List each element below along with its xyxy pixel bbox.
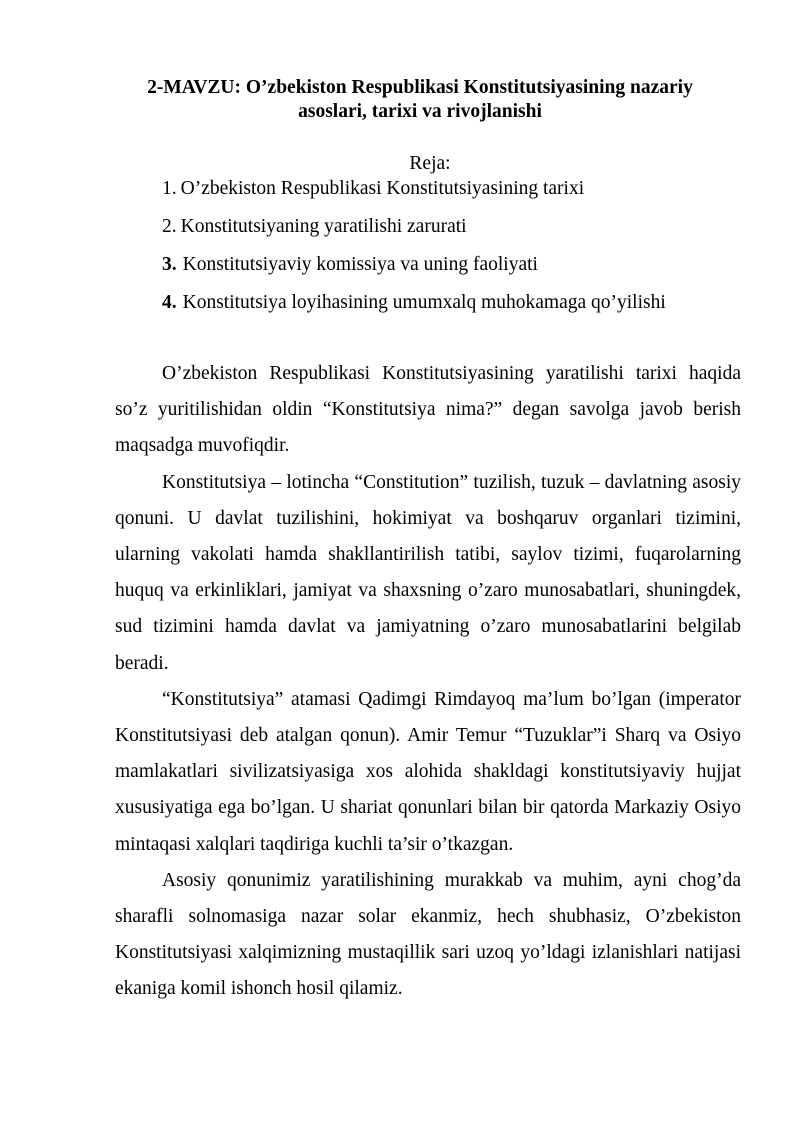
plan-heading: Reja: — [409, 153, 451, 174]
document-body — [115, 356, 741, 1008]
title-line-2: asoslari, tarixi va rivojlanishi — [298, 101, 542, 122]
plan-item-text: Konstitutsiyaning yaratilishi zarurati — [180, 216, 467, 237]
plan-item-text: Konstitutsiyaviy komissiya va uning faoliyati — [182, 254, 538, 275]
plan-item — [162, 172, 666, 210]
paragraph: Konstitutsiya – lotincha “Constitution” tuzilish, tuzuk – davlatning asosiy qonuni. U davlat tuzilishini, hokimiyat va boshqaruv organlari tizimini, ularning vakolati hamda shakllantirilish tatibi, saylov tizimi, fuqarolarning huquq va erkinliklari, jamiyat va shaxsning o’zaro munosabatlari, shuningdek, sud tizimini hamda davlat va jamiyatning o’zaro munosabatlarini belgilab beradi. — [115, 471, 741, 674]
title-line-1: 2-MAVZU: O’zbekiston Respublikasi Konstitutsiyasining nazariy — [147, 77, 693, 98]
paragraph: Asosiy qonunimiz yaratilishining murakkab va muhim, ayni chog’da sharafli solnomasiga nazar solar ekanmiz, hech shubhasiz, O’zbekiston Konstitutsiyasi xalqimizning mustaqillik sari uzoq yo’ldagi izlanishlari natijasi ekaniga komil ishonch hosil qilamiz. — [115, 869, 741, 1000]
document-title — [100, 76, 740, 124]
paragraph: O’zbekiston Respublikasi Konstitutsiyasining yaratilishi tarixi haqida so’z yuritilishidan oldin “Konstitutsiya nima?” degan savolga javob berish maqsadga muvofiqdir. — [115, 363, 741, 457]
plan-item — [162, 286, 666, 324]
plan-item-number: 2. — [162, 216, 177, 237]
plan-item-text: Konstitutsiya loyihasining umumxalq muhokamaga qo’yilishi — [182, 292, 666, 313]
plan-item — [162, 248, 666, 286]
paragraph: “Konstitutsiya” atamasi Qadimgi Rimdayoq ma’lum bo’lgan (imperator Konstitutsiyasi deb atalgan qonun). Amir Temur “Tuzuklar”i Sharq va Osiyo mamlakatlari sivilizatsiyasiga xos alohida shakldagi konstitutsiyaviy hujjat xususiyatiga ega bo’lgan. U shariat qonunlari bilan bir qatorda Markaziy Osiyo mintaqasi xalqlari taqdiriga kuchli ta’sir o’tkazgan. — [115, 688, 741, 855]
plan-item-number: 1. — [162, 178, 177, 199]
plan-list — [162, 172, 666, 324]
plan-item — [162, 210, 666, 248]
plan-item-text: O’zbekiston Respublikasi Konstitutsiyasining tarixi — [180, 178, 585, 199]
plan-item-number: 4. — [162, 292, 177, 313]
plan-item-number: 3. — [162, 254, 177, 275]
